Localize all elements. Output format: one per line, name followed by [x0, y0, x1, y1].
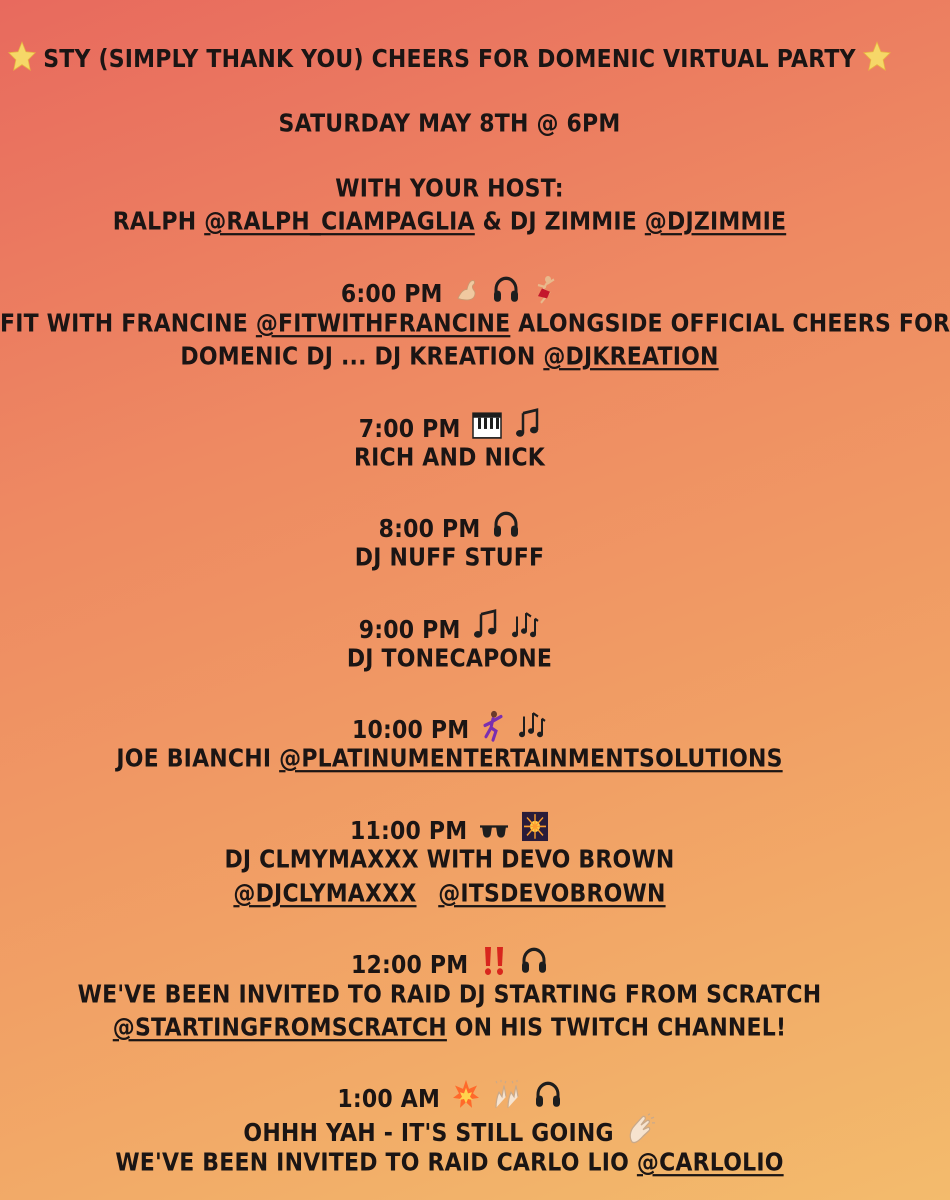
- host-joiner: & DJ ZIMMIE: [482, 208, 637, 237]
- time-label: 8:00 PM: [378, 515, 481, 544]
- time-label: 6:00 PM: [340, 280, 443, 309]
- slot-7pm-text: RICH AND NICK: [353, 444, 546, 473]
- slot-1am-text1: OHHH YAH - IT'S STILL GOING: [243, 1119, 614, 1148]
- time-label: 9:00 PM: [358, 616, 461, 645]
- slot-6pm-line1: [0, 308, 950, 342]
- slot-6pm-text2: DOMENIC DJ ... DJ KREATION: [180, 343, 536, 372]
- slot-12pm-line2: [0, 1012, 899, 1046]
- handle-itsdevobrown[interactable]: @ITSDEVOBROWN: [438, 880, 666, 909]
- time-label: 11:00 PM: [349, 817, 468, 846]
- host-handle-zimmie[interactable]: @DJZIMMIE: [644, 208, 787, 237]
- title-text: STY (SIMPLY THANK YOU) CHEERS FOR DOMENIC VIRTUAL PARTY: [43, 45, 856, 74]
- handle-carlolio[interactable]: @CARLOLIO: [636, 1149, 784, 1178]
- star-icon: [862, 40, 892, 74]
- slot-10pm-text: JOE BIANCHI: [116, 745, 272, 774]
- star-icon: [7, 40, 37, 74]
- slot-6pm-text-post: ALONGSIDE OFFICIAL CHEERS FOR: [518, 310, 950, 339]
- slot-1am-text2: WE'VE BEEN INVITED TO RAID CARLO LIO: [115, 1149, 630, 1178]
- handle-fitwithfrancine[interactable]: @FITWITHFRANCINE: [255, 310, 511, 339]
- slot-12pm-text-post: ON HIS TWITCH CHANNEL!: [454, 1014, 787, 1043]
- time-label: 7:00 PM: [358, 415, 461, 444]
- time-label: 1:00 AM: [337, 1085, 441, 1114]
- event-date: SATURDAY MAY 8TH @ 6PM: [278, 110, 621, 139]
- poster-title: [0, 40, 899, 77]
- time-label: 12:00 PM: [350, 951, 469, 980]
- slot-1am-line2: [0, 1147, 899, 1181]
- handle-djclymaxxx[interactable]: @DJCLYMAXXX: [233, 880, 417, 909]
- slot-6pm-line2: [0, 341, 899, 375]
- handle-platinumentertainmentsolutions[interactable]: @PLATINUMENTERTAINMENTSOLUTIONS: [279, 745, 783, 774]
- handle-startingfromscratch[interactable]: @STARTINGFROMSCRATCH: [112, 1014, 447, 1043]
- slot-9pm-text: DJ TONECAPONE: [346, 645, 553, 674]
- host-name: RALPH: [112, 208, 197, 237]
- slot-6pm-text: FIT WITH FRANCINE: [0, 310, 248, 339]
- slot-12pm-line1: WE'VE BEEN INVITED TO RAID DJ STARTING FROM SCRATCH: [77, 981, 822, 1010]
- slot-10pm-line: [0, 743, 899, 777]
- host-line: [0, 206, 899, 240]
- host-heading: WITH YOUR HOST:: [335, 175, 564, 204]
- slot-11pm-handles: [0, 878, 899, 912]
- host-handle-ralph[interactable]: @RALPH_CIAMPAGLIA: [204, 208, 475, 237]
- slot-8pm-text: DJ NUFF STUFF: [354, 544, 545, 573]
- slot-11pm-text: DJ CLMYMAXXX WITH DEVO BROWN: [224, 846, 675, 875]
- handle-djkreation[interactable]: @DJKREATION: [543, 343, 719, 372]
- time-label: 10:00 PM: [351, 716, 470, 745]
